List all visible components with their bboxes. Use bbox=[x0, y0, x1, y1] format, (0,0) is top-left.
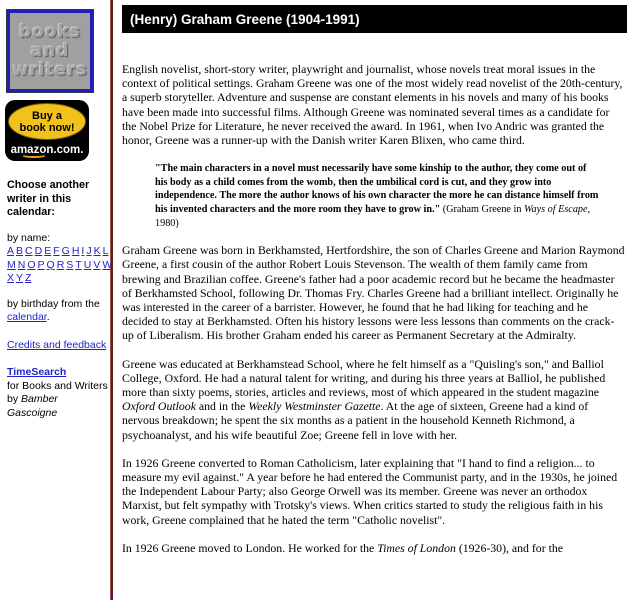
timesearch-link[interactable]: TimeSearch bbox=[7, 366, 67, 378]
paragraph-catholicism: In 1926 Greene converted to Roman Catholicism, later explaining that "I hand to find a religion... to measure my evil against." A year before he had entered the Communist party, and in the 1930s, he joined the Independent Labour Party; also George Orwell was its member. Greene was never an orthodox Marxist, but felt sympathy with Trotsky's views. When critics started to study the religious faith in his work, Greene complained that he hated the term "Catholic novelist". bbox=[122, 455, 618, 527]
letter-link[interactable]: F bbox=[53, 245, 60, 257]
letter-link[interactable]: W bbox=[102, 258, 113, 271]
amazon-line1: Buy a bbox=[32, 109, 62, 122]
amazon-smile-icon bbox=[21, 152, 47, 158]
letter-link[interactable]: U bbox=[83, 258, 92, 271]
letter-link[interactable]: C bbox=[25, 245, 33, 257]
maroon-divider bbox=[110, 0, 113, 600]
letter-link[interactable]: H bbox=[71, 245, 80, 257]
letter-link[interactable]: S bbox=[66, 258, 74, 271]
credits-feedback-link[interactable]: Credits and feedback bbox=[7, 338, 107, 351]
p5-part1: In 1926 Greene moved to London. He worked for the bbox=[122, 540, 378, 555]
amazon-buy-button[interactable] bbox=[5, 100, 89, 161]
timesearch-line2: for Books and Writers bbox=[7, 379, 108, 392]
birthday-prefix: by birthday from the bbox=[7, 297, 100, 310]
birthday-text bbox=[7, 298, 108, 325]
paragraph-birth: Graham Greene was born in Berkhamsted, Hertfordshire, the son of Charles Greene and Marion Raymond Greene, a first cousin of the author Robert Louis Stevenson. The wealth of them family came from brewing and Brazilian coffee. Greene's father had a poor academic record but he became the headmaster of Berkhamsted School, following Dr. Thomas Fry. Charles Greene had a brilliant intellect. Originally he was interested in the career of a barrister. However, he found that he had liking for teaching and he decided to stay at Berkhamsted. Often his history lessons were less lessons than comments on the crack-up of Liberalism. His brother Graham ended his career as Permanent Secretary at the Admiralty. bbox=[122, 243, 625, 343]
timesearch-byline bbox=[7, 393, 108, 420]
letter-link[interactable]: Z bbox=[25, 272, 32, 284]
books-and-writers-logo[interactable] bbox=[7, 10, 93, 92]
author-quote bbox=[155, 162, 600, 230]
letter-link[interactable]: O bbox=[27, 258, 36, 271]
timesearch-block bbox=[7, 366, 108, 420]
letter-link[interactable]: X bbox=[7, 272, 15, 284]
by-name-label: by name: bbox=[7, 231, 51, 244]
letter-link[interactable]: M bbox=[7, 258, 16, 271]
quote-attrib-pre: (Graham Greene in bbox=[440, 204, 524, 215]
main-column bbox=[122, 5, 627, 569]
sidebar-nav bbox=[7, 179, 113, 420]
quote-attrib-work: Ways of Escape bbox=[523, 204, 588, 215]
timesearch-author: Bamber Gascoigne bbox=[7, 393, 58, 419]
p3-part3: and in the bbox=[195, 399, 249, 414]
letter-link[interactable]: B bbox=[16, 245, 24, 257]
logo-word: books bbox=[19, 21, 81, 42]
letter-link[interactable]: R bbox=[56, 258, 65, 271]
letter-link[interactable]: L bbox=[102, 245, 109, 257]
choose-writer-heading: Choose another writer in this calendar: bbox=[7, 179, 90, 218]
quote-text: "The main characters in a novel must necessarily have some kinship to the author, they come out of his body as a child comes from the womb, then the umbilical cord is cut, and they grow into independence. The more the author knows of his own character the more he can distance himself from his invented characters and the more room they have to grow in." bbox=[155, 163, 599, 215]
p3-part5: . At the age of sixteen, Greene had a kind of nervous breakdown; he spent the six months as a patient in the household Kenneth Richmond, a psychoanalyst, and his wife beautiful Zoe; Greene fell in love with her. bbox=[122, 399, 589, 442]
p3-part1: Greene was educated at Berkhamstead School, where he felt himself as a "Quisling's son," and Balliol College, Oxford. He had a natural talent for writing, and during his three years at Balliol, he published more than sixty poems, stories, articles and reviews, most of which appeared in the student magazine bbox=[122, 356, 606, 400]
p3-westminster-gazette: Weekly Westminster Gazette bbox=[248, 399, 381, 414]
page-title-bar bbox=[122, 5, 627, 33]
p3-oxford-outlook: Oxford Outlook bbox=[122, 399, 196, 414]
logo-word: writers bbox=[12, 59, 88, 80]
paragraph-london-partial bbox=[122, 541, 625, 555]
alphabet-links bbox=[7, 245, 113, 286]
letter-link[interactable]: E bbox=[44, 245, 52, 257]
amazon-line2: book now! bbox=[19, 121, 75, 134]
letter-link[interactable]: Q bbox=[46, 258, 55, 271]
timesearch-by: by bbox=[7, 393, 22, 405]
letter-link[interactable]: G bbox=[61, 245, 70, 257]
p5-part3: (1926-30), and for the bbox=[455, 540, 563, 555]
amazon-oval bbox=[8, 103, 86, 140]
birthday-suffix: . bbox=[46, 311, 50, 323]
logo-word: and bbox=[30, 40, 70, 61]
calendar-link[interactable]: calendar bbox=[7, 311, 47, 323]
letter-link[interactable]: J bbox=[86, 245, 92, 257]
letter-link[interactable]: Y bbox=[16, 272, 24, 284]
article-body bbox=[122, 62, 625, 555]
letter-link[interactable]: V bbox=[93, 258, 101, 271]
letter-link[interactable]: T bbox=[75, 258, 82, 271]
letter-link[interactable]: I bbox=[81, 245, 85, 257]
paragraph-intro: English novelist, short-story writer, playwright and journalist, whose novels treat moral issues in the context of political settings. Graham Greene was one of the most widely read novelist of the 20th-century, a superb storyteller. Adventure and suspense are constant elements in his novels and many of his books have been made into successful films. Although Greene was nominated several times as a candidate for the Nobel Prize for Literature, he never received the award. In 1961, when Ivo Andric was granted the honor, Greene was a runner-up with the Danish writer Karen Blixen, who came third. bbox=[122, 62, 623, 148]
letter-link[interactable]: D bbox=[34, 245, 43, 257]
p5-times-of-london: Times of London bbox=[377, 540, 456, 555]
quote-attrib-post: , 1980) bbox=[155, 204, 591, 229]
letter-link[interactable]: A bbox=[7, 245, 15, 257]
paragraph-education bbox=[122, 357, 625, 442]
letter-link[interactable]: K bbox=[93, 245, 101, 257]
amazon-domain-label: amazon.com. bbox=[10, 144, 84, 156]
page-title: (Henry) Graham Greene (1904-1991) bbox=[130, 11, 360, 27]
sidebar bbox=[0, 0, 113, 600]
letter-link[interactable]: N bbox=[17, 258, 26, 271]
letter-link[interactable]: P bbox=[37, 258, 45, 271]
